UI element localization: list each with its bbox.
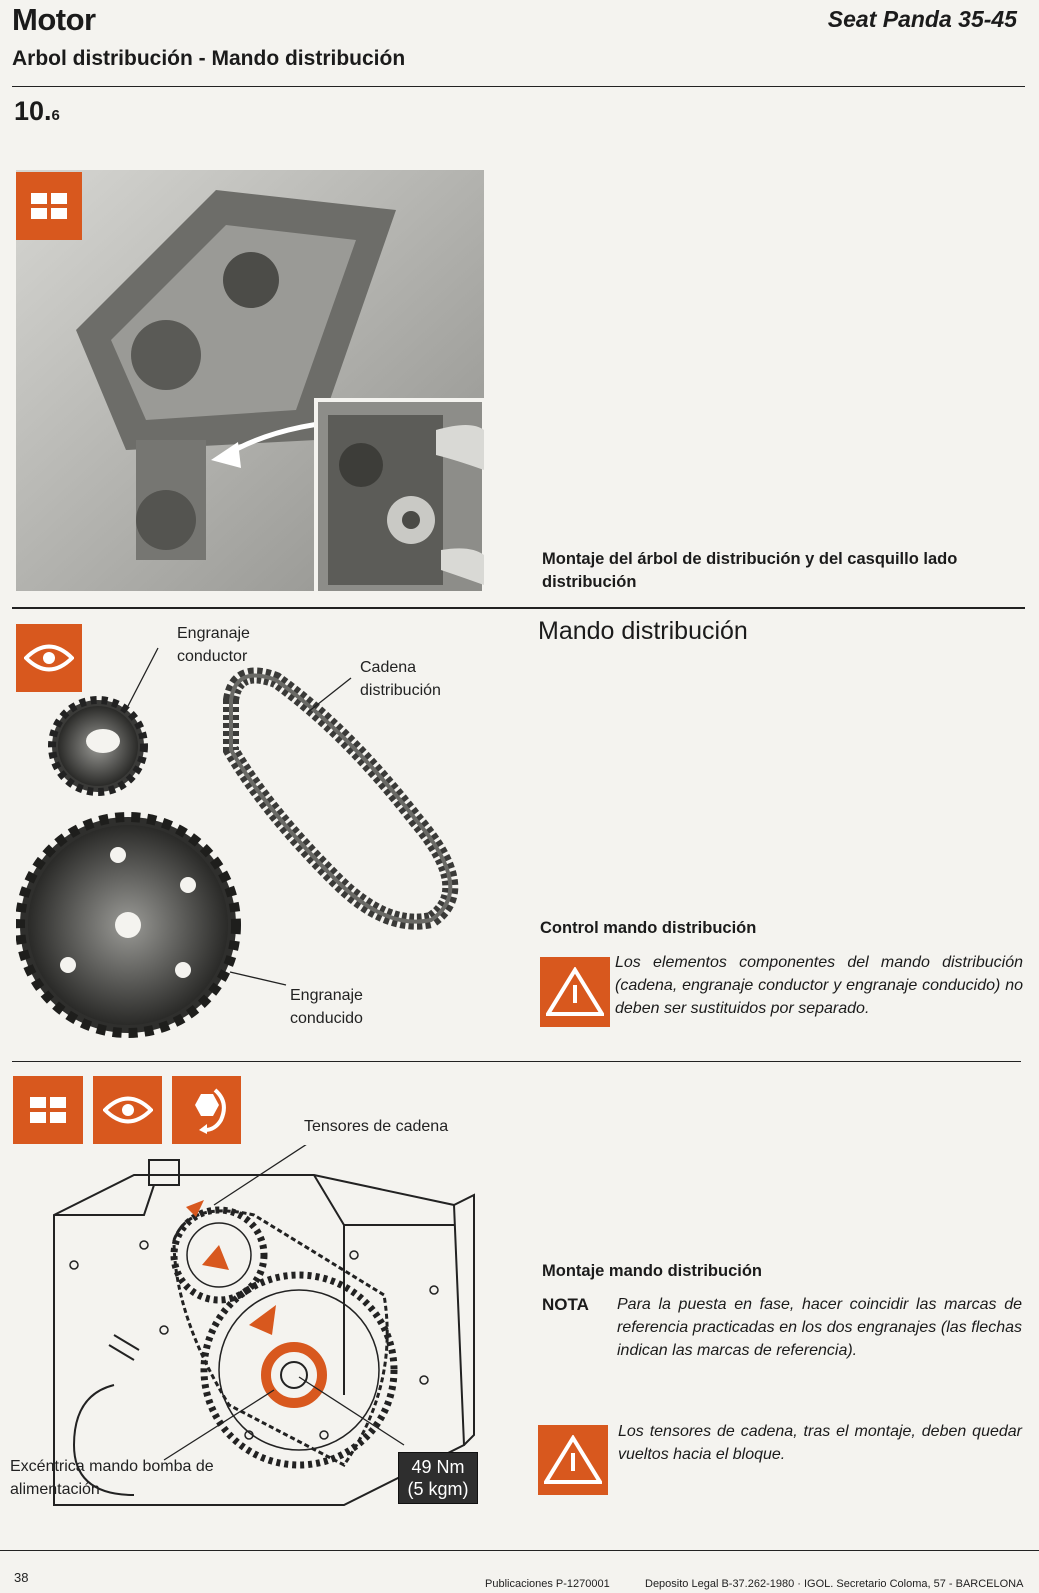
upper-sprocket (174, 1210, 264, 1300)
timing-drive-title: Mando distribución (538, 617, 748, 645)
chain-tensioner-label: Tensores de cadena (304, 1118, 449, 1135)
montaje-heading: Montaje mando distribución (542, 1262, 763, 1280)
footer-divider (0, 1550, 1039, 1551)
torque-kgm: (5 kgm) (407, 1479, 469, 1499)
warning-triangle-icon (540, 957, 610, 1027)
warning-triangle-icon (538, 1425, 608, 1495)
driven-gear-label: Engranaje conducido (290, 987, 363, 1027)
driving-gear (52, 700, 144, 792)
fuel-pump-eccentric-label: Excéntrica mando bomba de alimentación (10, 1458, 214, 1498)
dismount-mount-icon (13, 1076, 83, 1144)
nota-text: Para la puesta en fase, hacer coincidir las marcas de referencia practicadas en los dos engranajes (las flechas indican las marcas de referencia). (617, 1296, 1022, 1359)
torque-wrench-icon (172, 1076, 241, 1144)
legal-deposit: Deposito Legal B-37.262-1980 · IGOL. Secretario Coloma, 57 - BARCELONA (645, 1578, 1024, 1590)
publication-code: Publicaciones P-1270001 (485, 1578, 610, 1590)
control-warning-text: Los elementos componentes del mando distribución (cadena, engranaje conductor y engranaje conducido) no deben ser sustituidos por separado. (615, 954, 1023, 1017)
torque-value-badge (398, 1452, 478, 1504)
section-number: 10.6 (14, 96, 60, 126)
driving-gear-label: Engranaje conductor (177, 625, 250, 665)
vehicle-model: Seat Panda 35-45 (827, 6, 1017, 32)
driven-gear (20, 817, 236, 1033)
section-divider-1 (12, 607, 1025, 609)
eye-inspect-icon (93, 1076, 162, 1144)
camshaft-mounting-photo (16, 170, 484, 591)
section-divider-2 (12, 1061, 1021, 1062)
header-divider (12, 86, 1025, 87)
lower-sprocket (204, 1275, 394, 1465)
control-heading: Control mando distribución (540, 919, 757, 937)
manual-section-title: Motor (12, 2, 96, 37)
manual-subtitle: Arbol distribución - Mando distribución (12, 47, 406, 70)
tensioner-warning-text: Los tensores de cadena, tras el montaje, deben quedar vueltos hacia el bloque. (618, 1423, 1022, 1463)
torque-nm: 49 Nm (411, 1457, 465, 1477)
page-number: 38 (14, 1570, 29, 1585)
chain-label: Cadena distribución (360, 659, 441, 699)
nota-label: NOTA (542, 1295, 589, 1314)
camshaft-caption: Montaje del árbol de distribución y del casquillo lado distribución (542, 550, 958, 591)
dismount-mount-icon (16, 172, 82, 240)
